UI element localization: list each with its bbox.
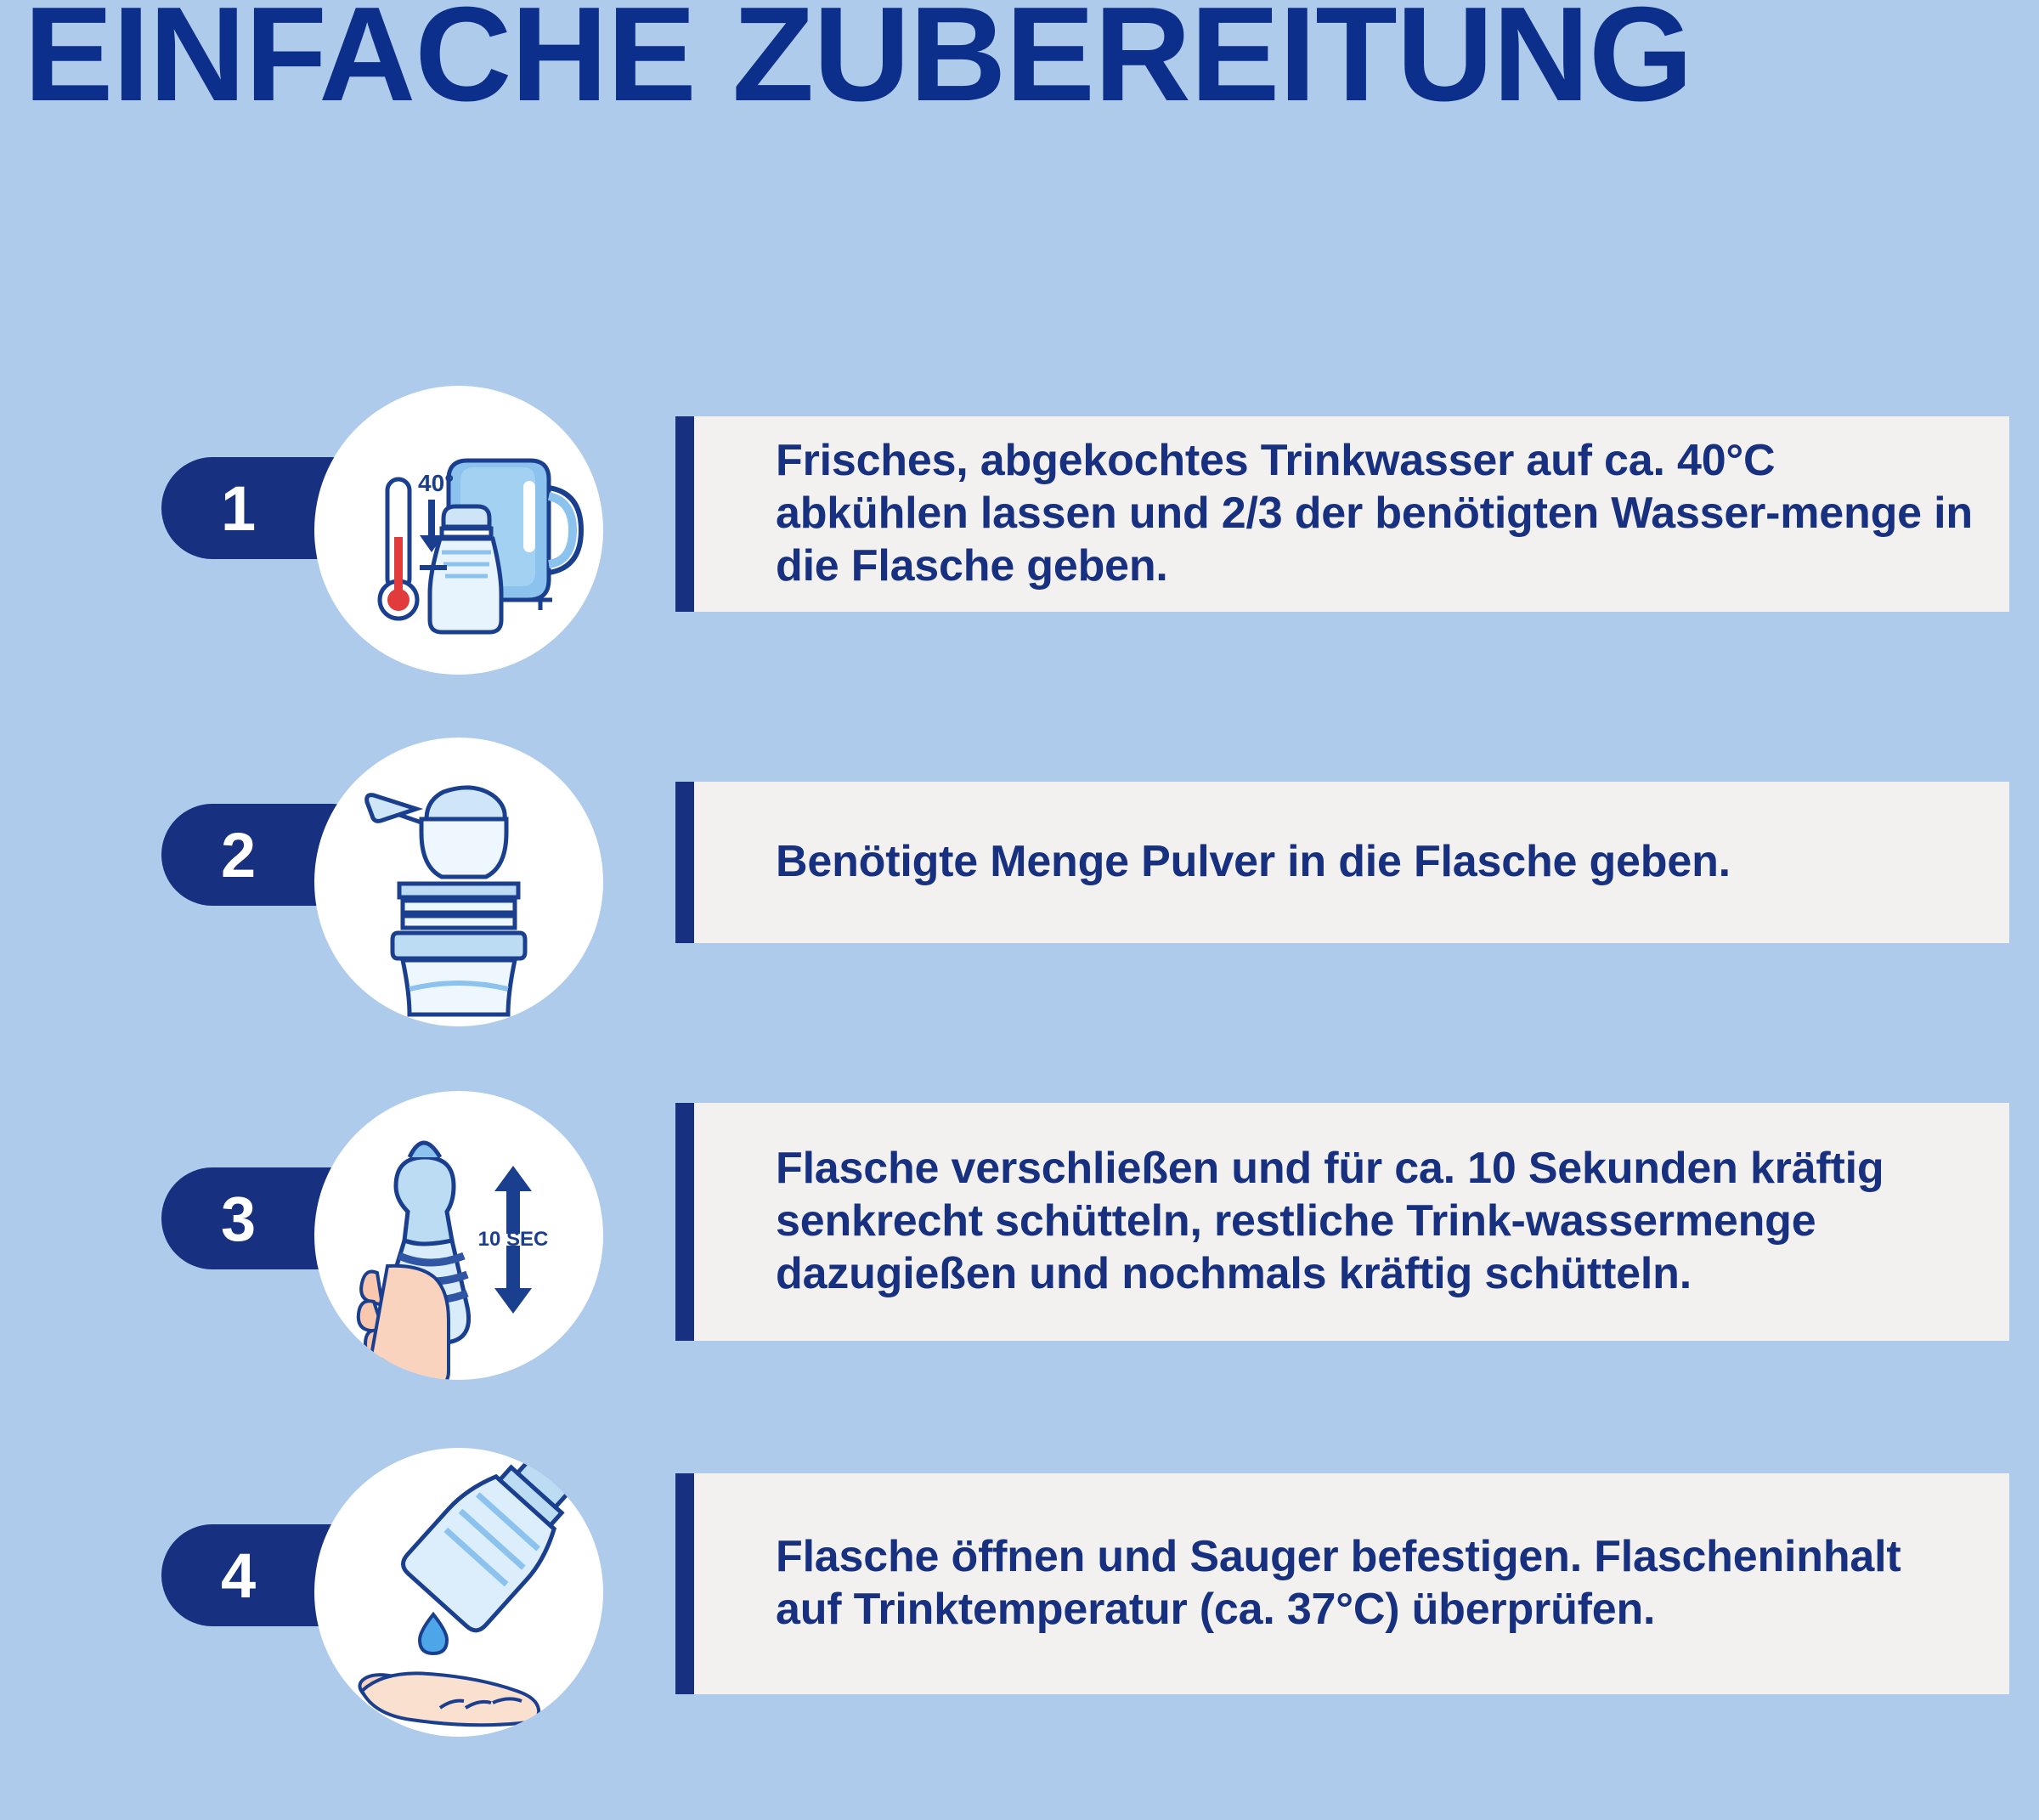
step-text-panel	[675, 416, 2009, 612]
step-item	[0, 399, 2039, 755]
svg-text:40°: 40°	[418, 470, 455, 496]
bottle-drop-on-hand-icon	[314, 1448, 603, 1737]
step-item	[0, 755, 2039, 1110]
measuring-scoop-bottle-icon	[314, 738, 603, 1026]
step-text: Flasche öffnen und Sauger befestigen. Flascheninhalt auf Trinktemperatur (ca. 37°C) überprüfen.	[776, 1532, 1901, 1634]
step-number-badge: 4	[161, 1524, 382, 1626]
step-text: Benötigte Menge Pulver in die Flasche geben.	[776, 837, 1731, 887]
svg-text:10 SEC: 10 SEC	[477, 1228, 549, 1251]
step-text-panel	[675, 1103, 2009, 1341]
step-text-panel	[675, 1473, 2009, 1694]
step-text: Flasche verschließen und für ca. 10 Sekunden kräftig senkrecht schütteln, restliche Trink-wassermenge dazugießen und nochmals kräftig schütteln.	[776, 1144, 1884, 1298]
hand-shaking-bottle-icon	[314, 1091, 603, 1380]
page-title: EINFACHE ZUBEREITUNG	[24, 0, 1692, 129]
step-number-badge: 1	[161, 457, 382, 559]
step-item	[0, 1110, 2039, 1465]
step-text-panel	[675, 782, 2009, 943]
step-text: Frisches, abgekochtes Trinkwasser auf ca. 40°C abkühlen lassen und 2/3 der benötigten Wasser-menge in die Flasche geben.	[776, 436, 1973, 591]
preparation-steps-list	[0, 399, 2039, 1820]
step-item	[0, 1465, 2039, 1820]
step-number-badge: 2	[161, 804, 382, 906]
step-number-badge: 3	[161, 1167, 382, 1269]
kettle-thermometer-bottle-icon	[314, 386, 603, 675]
